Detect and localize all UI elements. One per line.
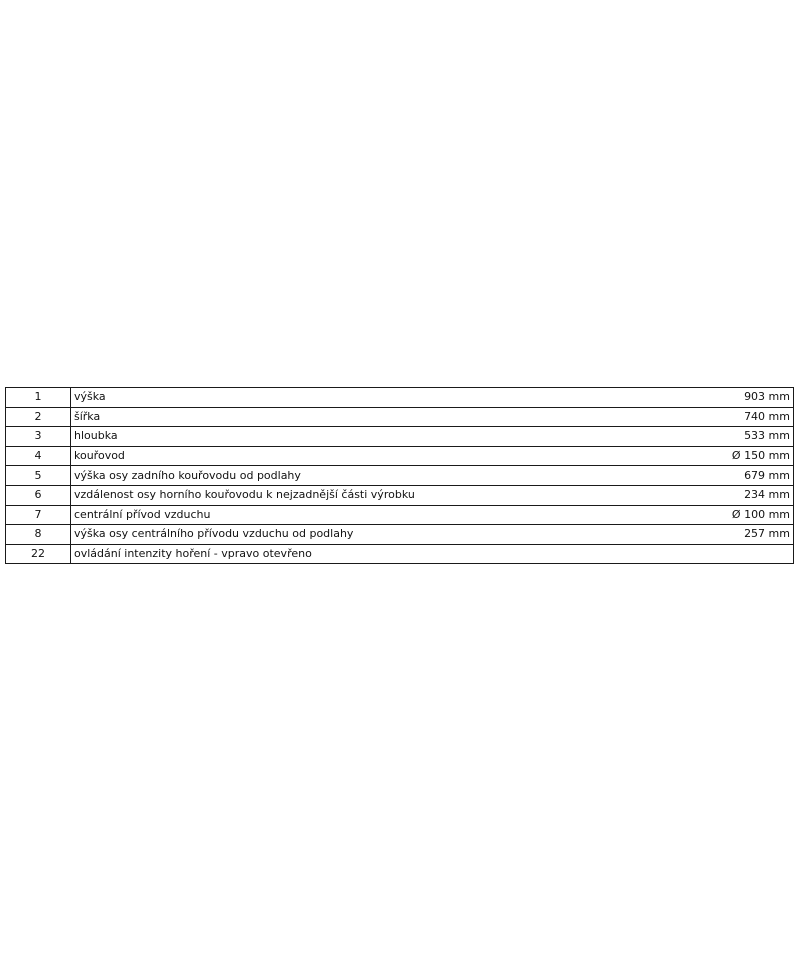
row-number: 4 (6, 446, 71, 466)
table-row (6, 388, 794, 408)
row-description: výška (74, 390, 106, 404)
row-number: 2 (6, 407, 71, 427)
row-number: 1 (6, 388, 71, 408)
dimensions-table-body (6, 388, 794, 564)
row-description: hloubka (71, 427, 661, 447)
table-row (6, 525, 794, 545)
row-number: 8 (6, 525, 71, 545)
row-number: 3 (6, 427, 71, 447)
row-value: Ø 100 mm (660, 505, 794, 525)
table-row (6, 466, 794, 486)
row-value: 234 mm (660, 485, 794, 505)
row-value: 257 mm (660, 525, 794, 545)
table-row (6, 446, 794, 466)
row-value: 740 mm (660, 407, 794, 427)
row-number: 22 (6, 544, 71, 564)
row-description: vzdálenost osy horního kouřovodu k nejzadnější části výrobku (71, 485, 661, 505)
row-description: šířka (71, 407, 661, 427)
row-description: kouřovod (71, 446, 661, 466)
row-description: centrální přívod vzduchu (71, 505, 661, 525)
row-value: 903 mm (744, 390, 790, 404)
row-description: ovládání intenzity hoření - vpravo otevřeno (71, 544, 661, 564)
row-number: 7 (6, 505, 71, 525)
row-description: výška osy zadního kouřovodu od podlahy (71, 466, 661, 486)
table-row (6, 544, 794, 564)
row-description: výška osy centrálního přívodu vzduchu od podlahy (71, 525, 661, 545)
table-row (6, 407, 794, 427)
row-value (660, 544, 794, 564)
row-value: Ø 150 mm (660, 446, 794, 466)
dimensions-table (5, 387, 794, 564)
table-row (6, 485, 794, 505)
table-row (6, 505, 794, 525)
row-number: 6 (6, 485, 71, 505)
row-value: 679 mm (660, 466, 794, 486)
table-row (6, 427, 794, 447)
row-number: 5 (6, 466, 71, 486)
row-value: 533 mm (660, 427, 794, 447)
